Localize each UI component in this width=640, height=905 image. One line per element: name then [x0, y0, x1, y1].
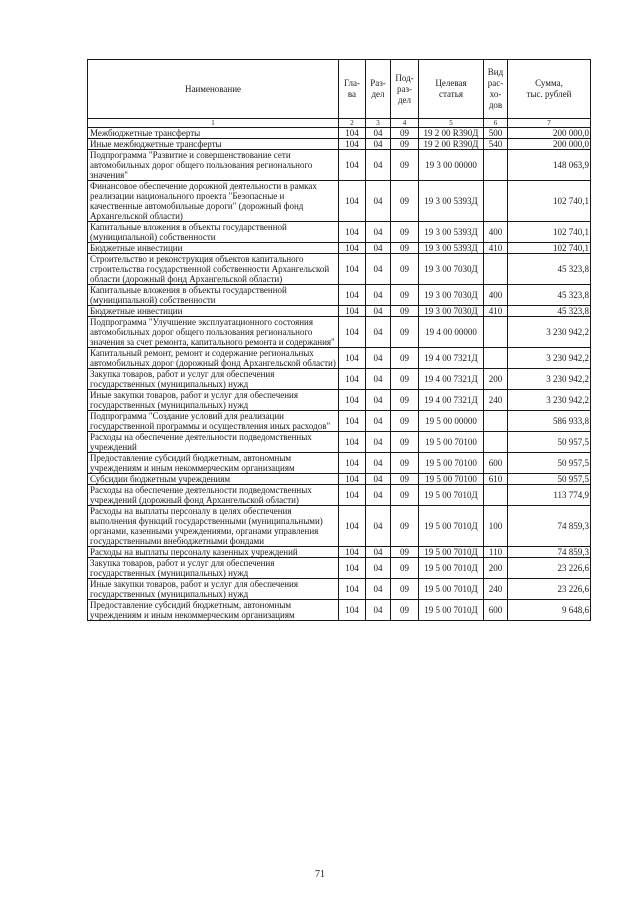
row-sum: 23 226,6: [508, 558, 591, 579]
row-target: 19 5 00 7010Д: [419, 600, 484, 621]
row-vid: 600: [484, 453, 508, 474]
row-vid: [484, 150, 508, 181]
table-row: [88, 506, 591, 547]
row-vid: [484, 254, 508, 285]
table-header: [88, 60, 591, 128]
row-vid: 100: [484, 506, 508, 547]
row-glava: 104: [339, 348, 366, 369]
row-glava: 104: [339, 411, 366, 432]
row-name: Иные закупки товаров, работ и услуг для обеспечения государственных (муниципальных) нужд: [88, 579, 339, 600]
row-glava: 104: [339, 547, 366, 558]
row-vid: 410: [484, 243, 508, 254]
table-row: [88, 474, 591, 485]
row-razdel: 04: [366, 139, 391, 150]
row-name: Иные закупки товаров, работ и услуг для обеспечения государственных (муниципальных) нужд: [88, 390, 339, 411]
row-razdel: 04: [366, 317, 391, 348]
row-podrazdel: 09: [391, 579, 419, 600]
row-podrazdel: 09: [391, 558, 419, 579]
row-sum: 23 226,6: [508, 579, 591, 600]
row-vid: [484, 181, 508, 222]
row-name: Закупка товаров, работ и услуг для обеспечения государственных (муниципальных) нужд: [88, 558, 339, 579]
row-sum: 113 774,9: [508, 485, 591, 506]
row-name: Финансовое обеспечение дорожной деятельности в рамках реализации национального проекта "Безопасные и качественные автомобильные дороги" (дорожный фонд Архангельской области): [88, 181, 339, 222]
row-podrazdel: 09: [391, 369, 419, 390]
row-razdel: 04: [366, 390, 391, 411]
row-name: Капитальный ремонт, ремонт и содержание региональных автомобильных дорог (дорожный фонд Архангельской области): [88, 348, 339, 369]
row-target: 19 5 00 70100: [419, 453, 484, 474]
row-glava: 104: [339, 128, 366, 139]
column-number: 7: [508, 119, 591, 128]
row-podrazdel: 09: [391, 348, 419, 369]
row-glava: 104: [339, 579, 366, 600]
row-podrazdel: 09: [391, 317, 419, 348]
row-razdel: 04: [366, 547, 391, 558]
row-razdel: 04: [366, 254, 391, 285]
row-target: 19 5 00 70100: [419, 432, 484, 453]
table-row: [88, 128, 591, 139]
row-glava: 104: [339, 506, 366, 547]
row-sum: 200 000,0: [508, 128, 591, 139]
row-name: Подпрограмма "Развитие и совершенствование сети автомобильных дорог общего пользования регионального значения": [88, 150, 339, 181]
row-sum: 45 323,8: [508, 254, 591, 285]
row-glava: 104: [339, 222, 366, 243]
table-row: [88, 432, 591, 453]
row-vid: 200: [484, 558, 508, 579]
column-number-row: [88, 119, 591, 128]
table-row: [88, 558, 591, 579]
row-glava: 104: [339, 369, 366, 390]
row-razdel: 04: [366, 128, 391, 139]
row-podrazdel: 09: [391, 254, 419, 285]
row-name: Субсидии бюджетным учреждениям: [88, 474, 339, 485]
row-target: 19 3 00 00000: [419, 150, 484, 181]
header-vid: Вид рас- хо- дов: [484, 60, 508, 119]
row-name: Подпрограмма "Создание условий для реализации государственной программы и осуществления иных расходов": [88, 411, 339, 432]
row-vid: 240: [484, 579, 508, 600]
row-target: 19 5 00 7010Д: [419, 558, 484, 579]
row-name: Подпрограмма "Улучшение эксплуатационного состояния автомобильных дорог общего пользования регионального значения за счет ремонта, капитального ремонта и содержания": [88, 317, 339, 348]
row-name: Расходы на обеспечение деятельности подведомственных учреждений: [88, 432, 339, 453]
row-razdel: 04: [366, 506, 391, 547]
row-podrazdel: 09: [391, 139, 419, 150]
column-number: 3: [366, 119, 391, 128]
header-sum: Сумма, тыс. рублей: [508, 60, 591, 119]
row-target: 19 4 00 7321Д: [419, 369, 484, 390]
table-row: [88, 411, 591, 432]
row-name: Закупка товаров, работ и услуг для обеспечения государственных (муниципальных) нужд: [88, 369, 339, 390]
row-glava: 104: [339, 254, 366, 285]
row-glava: 104: [339, 317, 366, 348]
row-sum: 102 740,1: [508, 181, 591, 222]
row-vid: 500: [484, 128, 508, 139]
row-name: Межбюджетные трансферты: [88, 128, 339, 139]
table-row: [88, 139, 591, 150]
page-number: 71: [315, 869, 325, 880]
row-sum: 50 957,5: [508, 453, 591, 474]
row-target: 19 4 00 7321Д: [419, 348, 484, 369]
row-sum: 3 230 942,2: [508, 369, 591, 390]
row-sum: 3 230 942,2: [508, 317, 591, 348]
row-target: 19 3 00 5393Д: [419, 222, 484, 243]
row-glava: 104: [339, 139, 366, 150]
table-row: [88, 150, 591, 181]
row-sum: 102 740,1: [508, 243, 591, 254]
row-sum: 3 230 942,2: [508, 348, 591, 369]
row-razdel: 04: [366, 453, 391, 474]
row-sum: 74 859,3: [508, 547, 591, 558]
row-podrazdel: 09: [391, 453, 419, 474]
row-target: 19 3 00 7030Д: [419, 306, 484, 317]
row-glava: 104: [339, 181, 366, 222]
row-razdel: 04: [366, 243, 391, 254]
table-row: [88, 390, 591, 411]
table-row: [88, 243, 591, 254]
row-sum: 45 323,8: [508, 306, 591, 317]
row-vid: 600: [484, 600, 508, 621]
row-podrazdel: 09: [391, 128, 419, 139]
row-vid: 200: [484, 369, 508, 390]
row-razdel: 04: [366, 558, 391, 579]
column-number: 1: [88, 119, 339, 128]
row-glava: 104: [339, 474, 366, 485]
table-row: [88, 453, 591, 474]
row-name: Строительство и реконструкция объектов капитального строительства государственной собственности Архангельской области (дорожный фонд Архангельской области): [88, 254, 339, 285]
header-target: Целевая статья: [419, 60, 484, 119]
row-target: 19 3 00 7030Д: [419, 285, 484, 306]
row-target: 19 4 00 7321Д: [419, 390, 484, 411]
row-target: 19 4 00 00000: [419, 317, 484, 348]
row-name: Капитальные вложения в объекты государственной (муниципальной) собственности: [88, 285, 339, 306]
table-row: [88, 369, 591, 390]
row-vid: [484, 485, 508, 506]
row-glava: 104: [339, 558, 366, 579]
row-razdel: 04: [366, 474, 391, 485]
row-razdel: 04: [366, 369, 391, 390]
row-podrazdel: 09: [391, 506, 419, 547]
row-target: 19 5 00 70100: [419, 474, 484, 485]
row-target: 19 3 00 7030Д: [419, 254, 484, 285]
row-vid: [484, 411, 508, 432]
table-row: [88, 254, 591, 285]
table-row: [88, 485, 591, 506]
table-row: [88, 306, 591, 317]
row-vid: 410: [484, 306, 508, 317]
row-glava: 104: [339, 285, 366, 306]
row-vid: [484, 348, 508, 369]
table-row: [88, 547, 591, 558]
row-name: Бюджетные инвестиции: [88, 243, 339, 254]
table-row: [88, 181, 591, 222]
header-podrazdel: Под- раз- дел: [391, 60, 419, 119]
table-row: [88, 222, 591, 243]
row-razdel: 04: [366, 306, 391, 317]
row-target: 19 3 00 5393Д: [419, 243, 484, 254]
row-sum: 200 000,0: [508, 139, 591, 150]
table-row: [88, 579, 591, 600]
row-glava: 104: [339, 485, 366, 506]
row-razdel: 04: [366, 348, 391, 369]
row-podrazdel: 09: [391, 243, 419, 254]
column-number: 5: [419, 119, 484, 128]
row-vid: 540: [484, 139, 508, 150]
row-name: Расходы на обеспечение деятельности подведомственных учреждений (дорожный фонд Архангельской области): [88, 485, 339, 506]
row-podrazdel: 09: [391, 390, 419, 411]
row-glava: 104: [339, 432, 366, 453]
row-sum: 50 957,5: [508, 474, 591, 485]
row-razdel: 04: [366, 222, 391, 243]
row-vid: [484, 317, 508, 348]
row-podrazdel: 09: [391, 222, 419, 243]
row-vid: 400: [484, 222, 508, 243]
row-target: 19 2 00 R390Д: [419, 139, 484, 150]
row-podrazdel: 09: [391, 485, 419, 506]
row-vid: 610: [484, 474, 508, 485]
row-podrazdel: 09: [391, 474, 419, 485]
row-name: Бюджетные инвестиции: [88, 306, 339, 317]
row-podrazdel: 09: [391, 181, 419, 222]
column-number: 2: [339, 119, 366, 128]
row-razdel: 04: [366, 600, 391, 621]
row-target: 19 2 00 R390Д: [419, 128, 484, 139]
row-podrazdel: 09: [391, 285, 419, 306]
table-body: [88, 128, 591, 621]
row-sum: 50 957,5: [508, 432, 591, 453]
header-glava: Гла- ва: [339, 60, 366, 119]
column-number: 4: [391, 119, 419, 128]
row-sum: 102 740,1: [508, 222, 591, 243]
row-name: Иные межбюджетные трансферты: [88, 139, 339, 150]
row-vid: 400: [484, 285, 508, 306]
row-sum: 3 230 942,2: [508, 390, 591, 411]
table-row: [88, 600, 591, 621]
row-vid: [484, 432, 508, 453]
row-name: Расходы на выплаты персоналу казенных учреждений: [88, 547, 339, 558]
table-row: [88, 285, 591, 306]
row-podrazdel: 09: [391, 306, 419, 317]
row-target: 19 5 00 7010Д: [419, 579, 484, 600]
row-sum: 9 648,6: [508, 600, 591, 621]
row-sum: 45 323,8: [508, 285, 591, 306]
row-podrazdel: 09: [391, 600, 419, 621]
row-glava: 104: [339, 150, 366, 181]
row-name: Предоставление субсидий бюджетным, автономным учреждениям и иным некоммерческим организациям: [88, 600, 339, 621]
row-podrazdel: 09: [391, 547, 419, 558]
row-name: Расходы на выплаты персоналу в целях обеспечения выполнения функций государственными (муниципальными) органами, казенными учреждениями, органами управления государственными внебюджетными фондами: [88, 506, 339, 547]
row-glava: 104: [339, 453, 366, 474]
row-razdel: 04: [366, 485, 391, 506]
row-razdel: 04: [366, 150, 391, 181]
row-glava: 104: [339, 390, 366, 411]
row-razdel: 04: [366, 285, 391, 306]
row-razdel: 04: [366, 432, 391, 453]
row-glava: 104: [339, 243, 366, 254]
row-glava: 104: [339, 600, 366, 621]
header-name: Наименование: [88, 60, 339, 119]
row-target: 19 5 00 00000: [419, 411, 484, 432]
header-razdel: Раз- дел: [366, 60, 391, 119]
row-sum: 586 933,8: [508, 411, 591, 432]
row-podrazdel: 09: [391, 432, 419, 453]
budget-table: [87, 59, 591, 621]
row-podrazdel: 09: [391, 411, 419, 432]
row-vid: 110: [484, 547, 508, 558]
row-target: 19 3 00 5393Д: [419, 181, 484, 222]
row-podrazdel: 09: [391, 150, 419, 181]
row-razdel: 04: [366, 579, 391, 600]
row-target: 19 5 00 7010Д: [419, 485, 484, 506]
row-name: Предоставление субсидий бюджетным, автономным учреждениям и иным некоммерческим организациям: [88, 453, 339, 474]
row-razdel: 04: [366, 181, 391, 222]
row-sum: 74 859,3: [508, 506, 591, 547]
row-sum: 148 063,9: [508, 150, 591, 181]
row-name: Капитальные вложения в объекты государственной (муниципальной) собственности: [88, 222, 339, 243]
row-vid: 240: [484, 390, 508, 411]
document-page: [87, 59, 590, 621]
row-razdel: 04: [366, 411, 391, 432]
table-row: [88, 348, 591, 369]
row-target: 19 5 00 7010Д: [419, 547, 484, 558]
row-target: 19 5 00 7010Д: [419, 506, 484, 547]
row-glava: 104: [339, 306, 366, 317]
table-row: [88, 317, 591, 348]
column-number: 6: [484, 119, 508, 128]
